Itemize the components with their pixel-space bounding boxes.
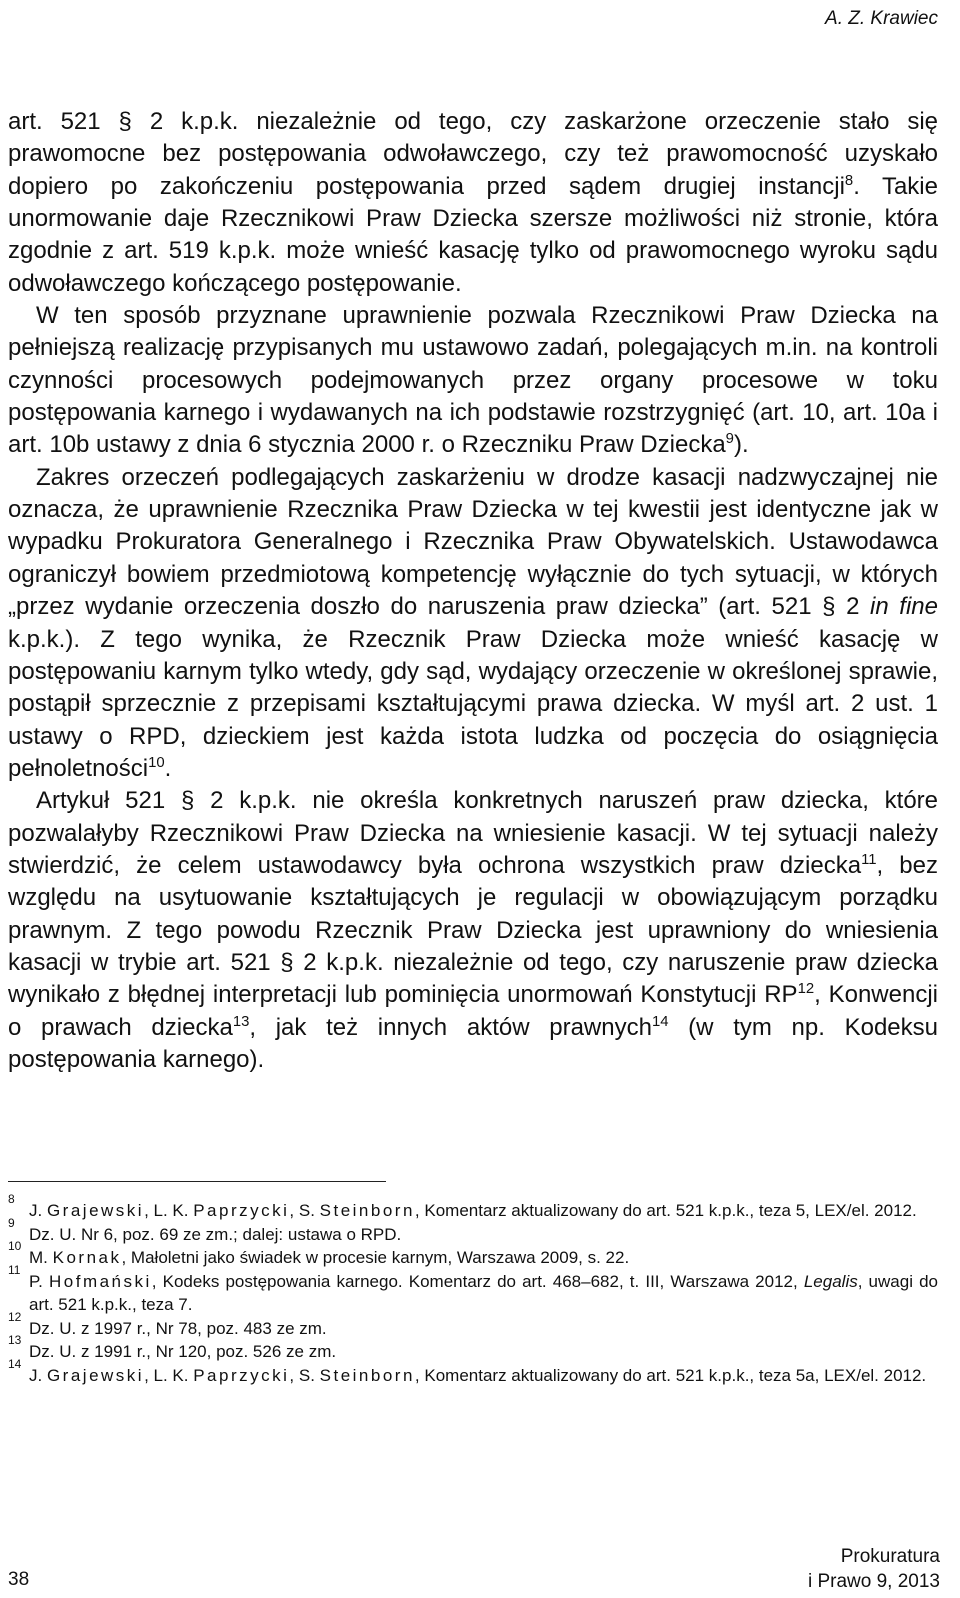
body-paragraph [8,785,938,1076]
footnote-number: 14 [8,1356,22,1371]
text-run: , bez względu na usytuowanie kształtujących je regulacji w obowiązującym porządku prawnym. Z tego powodu Rzecznik Praw Dziecka jest uprawniony do wniesienia kasacji w trybie art. 521 [8,851,938,976]
body-paragraph [8,462,938,785]
footnote [8,1309,938,1341]
text-run: 2 k.p.k. niezależnie od tego, czy naruszenie praw dziecka wynikało z błędnej interpretacji lub pominięcia unormowań Konstytucji RP [8,948,939,1009]
text-run: , S. [289,1201,320,1220]
footnote-reference: 9 [725,431,734,448]
text-run: Dz. U. z 1997 r., Nr 78, poz. 483 ze zm. [29,1318,327,1338]
text-run: 2 k.p.k. niezależnie od tego, czy zaskarżone orzeczenie stało się prawomocne bez postępowania odwoławczego, czy też prawomocność uzyskało dopiero po zakończeniu postępowania przed sądem drugiej instancji [8,108,939,200]
footnote-reference: 8 [844,172,854,189]
text-run: Artykuł 521 [36,787,181,815]
italic-text: in fine [870,593,939,621]
page-number: 38 [8,1569,30,1590]
text-run: , Kodeks postępowania karnego. Komentarz do art. 468–682, t. III, Warszawa 2012, [151,1271,804,1291]
text-run: , jak też innych aktów prawnych [249,1013,652,1041]
author-surname: Grajewski [46,1365,145,1385]
section-sign: § [822,593,836,621]
text-run: , Małoletni jako świadek w procesie karnym, Warszawa 2009, s. 22. [121,1248,630,1267]
text-run: P. [29,1271,49,1291]
footnote-number: 11 [8,1262,21,1277]
text-run: 2 [835,593,871,621]
text-run: Zakres orzeczeń podlegających zaskarżeniu w drodze kasacji nadzwyczajnej nie oznacza, że uprawnienie Rzecznika Praw Dziecka w tej kwestii jest identyczne jak w wypadku Prokuratora Generalnego i Rzecznika Praw Obywatelskich. Ustawodawca ograniczył bowiem przedmiotową kompetencję wyłącznie do tych sytuacji, w których „przez wydanie orzeczenia doszło do naruszenia praw dziecka” (art. 521 [8,463,938,621]
footnote-reference: 13 [232,1013,250,1030]
author-surname: Grajewski [46,1201,145,1220]
footnote [8,1239,938,1270]
text-run: Dz. U. z 1991 r., Nr 120, poz. 526 ze zm. [29,1342,337,1361]
footnote [8,1192,938,1223]
footnote [8,1356,938,1388]
footnote-number: 12 [8,1309,22,1324]
footnote-number: 9 [8,1215,15,1230]
footnote-number: 13 [8,1333,22,1347]
text-run: art. 521 [8,108,119,135]
text-run: J. [29,1365,47,1385]
text-run: , L. K. [144,1201,194,1220]
footnote [8,1215,938,1247]
text-run: ). [733,431,749,459]
footnote-reference: 12 [797,981,815,998]
body-paragraph [8,300,938,462]
author-surname: Paprzycki [193,1201,290,1220]
journal-name: Prokuratura [840,1546,940,1567]
text-run: , Komentarz aktualizowany do art. 521 k.p.k., teza 5, LEX/el. 2012. [414,1201,917,1220]
text-run: k.p.k.). Z tego wynika, że Rzecznik Praw Dziecka może wnieść kasację w postępowaniu karnym tylko wtedy, gdy sąd, wydający orzeczenie w określonej sprawie, postąpił sprzecznie z przepisami kształtującymi prawa dziecka. W myśl art. 2 ust. 1 ustawy o RPD, dzieckiem jest każda istota ludzka od poczęcia do osiągnięcia pełnoletności [8,625,938,782]
footnote-separator [8,1181,386,1182]
journal-footer [808,1544,940,1594]
footnote-reference: 10 [148,754,165,771]
running-header-author: A. Z. Krawiec [825,8,938,29]
text-run: . [164,754,172,782]
footnote-number: 10 [8,1239,22,1253]
footnote-number: 8 [8,1192,15,1206]
text-run: W ten sposób przyznane uprawnienie pozwala Rzecznikowi Praw Dziecka na pełniejszą realizację przypisanych mu ustawowo zadań, polegających m.in. na kontroli czynności procesowych podejmowanych przez organy procesowe w toku postępowania karnego i wydawanych na ich podstawie rozstrzygnięć (art. 10, art. 10a i art. 10b ustawy z dnia 6 stycznia 2000 r. o Rzeczniku Praw Dziecka [8,302,938,459]
footnote [8,1262,938,1317]
text-run: . Takie unormowanie daje Rzecznikowi Praw Dziecka szersze możliwości niż stronie, która zgodnie z art. 519 k.p.k. może wnieść kasację tylko od prawomocnego wyroku sądu odwoławczego kończącego postępowanie. [8,172,938,297]
text-run: , Konwencji o prawach dziecka [8,981,939,1041]
text-run: , S. [289,1365,320,1385]
footnote-reference: 14 [651,1013,669,1030]
journal-issue: i Prawo 9, 2013 [807,1571,940,1592]
author-surname: Kornak [52,1248,122,1267]
text-run: 2 k.p.k. nie określa konkretnych naruszeń praw dziecka, które pozwalałyby Rzecznikowi Praw Dziecka na wniesienie kasacji. W tej sytuacji należy stwierdzić, że celem ustawodawcy była ochrona wszystkich praw dziecka [8,787,939,879]
text-run: Dz. U. Nr 6, poz. 69 ze zm.; dalej: ustawa o RPD. [29,1224,402,1244]
author-surname: Paprzycki [193,1365,290,1385]
text-run: J. [29,1201,47,1220]
author-surname: Steinborn [319,1365,415,1385]
italic-text: Legalis [803,1271,858,1291]
section-sign: § [280,948,294,976]
section-sign: § [118,108,132,135]
author-surname: Steinborn [319,1201,415,1220]
footnotes-section [8,1192,938,1387]
footnote-reference: 11 [861,851,877,868]
article-body [8,106,938,1076]
author-surname: Hofmański [48,1271,152,1291]
section-sign: § [180,787,195,815]
text-run: , uwagi do art. 521 k.p.k., teza 7. [29,1271,938,1314]
text-run: M. [29,1248,53,1267]
body-paragraph [8,106,938,300]
text-run: (w tym np. Kodeksu postępowania karnego). [8,1013,938,1073]
text-run: , L. K. [144,1365,194,1385]
text-run: , Komentarz aktualizowany do art. 521 k.p.k., teza 5a, LEX/el. 2012. [414,1365,927,1385]
footnote [8,1333,938,1364]
